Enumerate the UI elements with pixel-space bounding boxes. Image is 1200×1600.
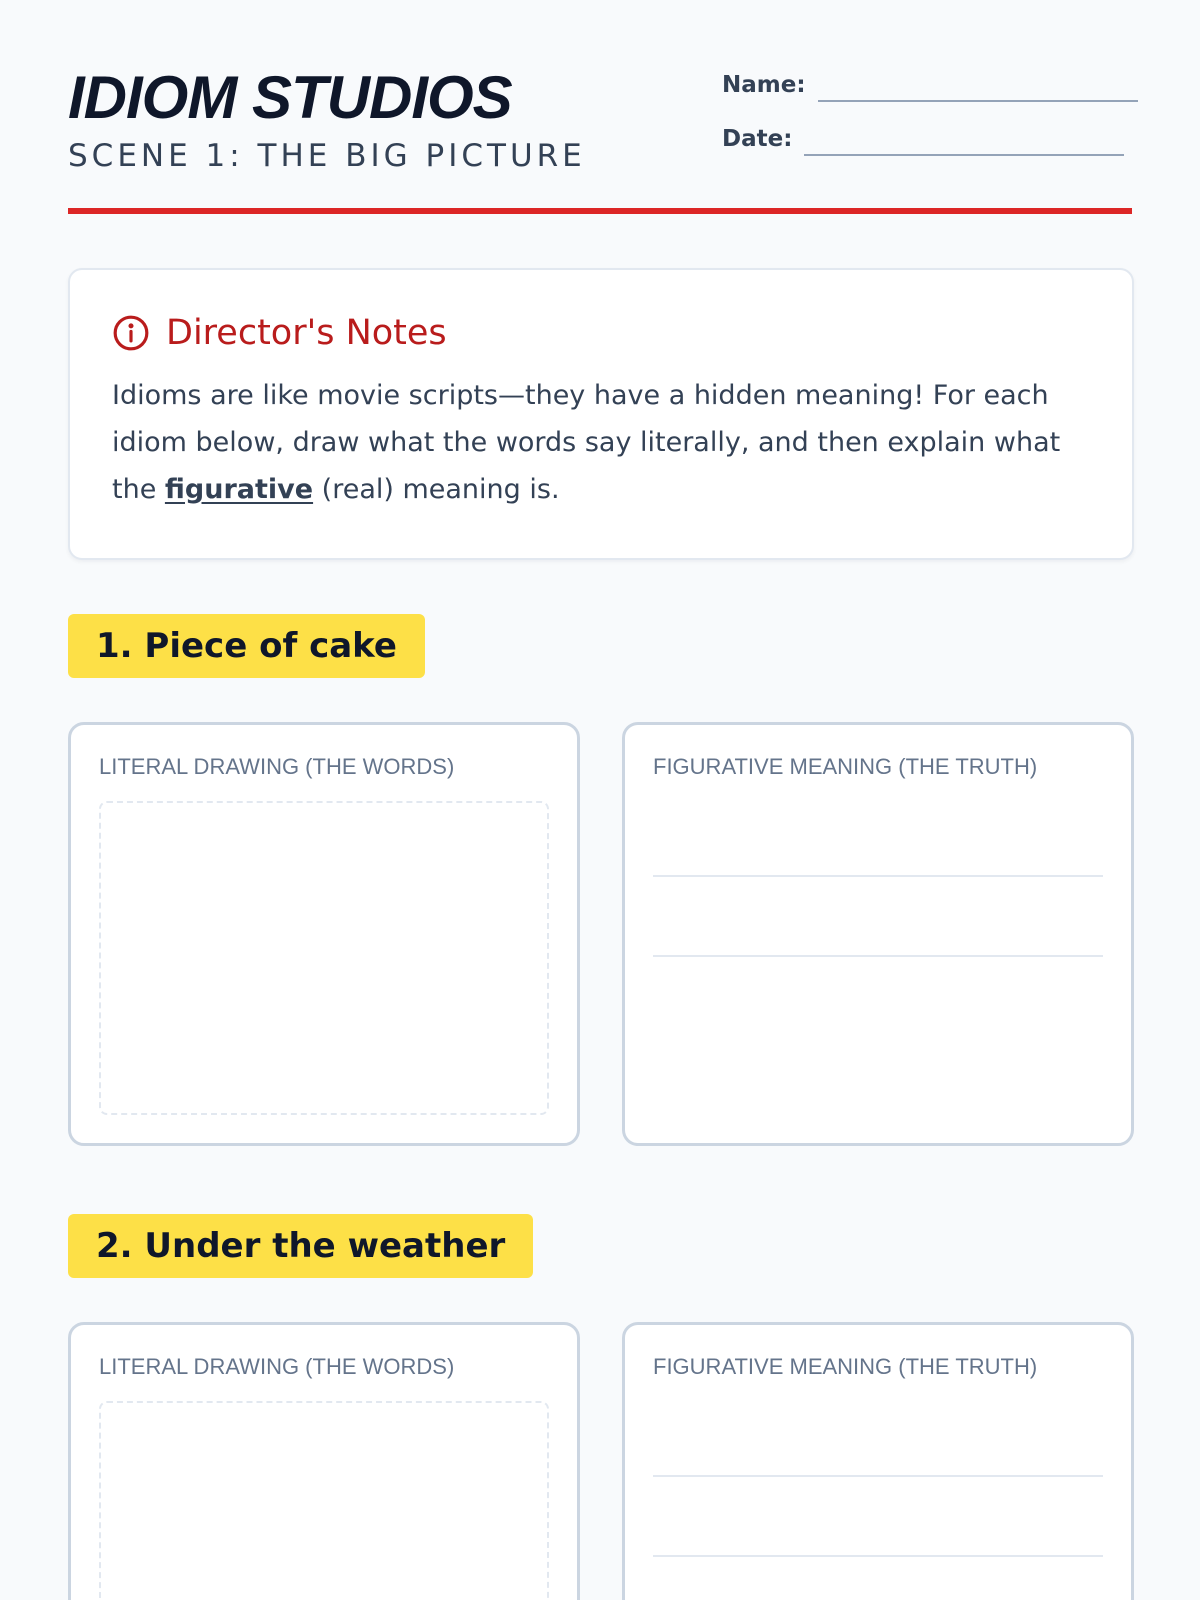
info-circle-icon	[112, 314, 150, 352]
literal-drawing-panel-2	[68, 1322, 580, 1600]
literal-drawing-panel-1	[68, 722, 580, 1146]
name-line[interactable]	[818, 100, 1138, 102]
date-label: Date:	[722, 126, 793, 152]
drawing-area[interactable]	[99, 801, 549, 1115]
idiom-heading-1: 1. Piece of cake	[68, 614, 425, 678]
figurative-meaning-label: FIGURATIVE MEANING (THE TRUTH)	[653, 1354, 1038, 1379]
date-field[interactable]	[722, 124, 1124, 154]
notes-text-start: Idioms are like movie scripts—they have a hidden meaning! For each idiom below, draw what the words say literally, and then explain what the	[112, 380, 1061, 505]
notes-text-end: (real) meaning is.	[313, 474, 560, 505]
name-field[interactable]	[722, 70, 1138, 100]
answer-line[interactable]	[653, 955, 1103, 957]
answer-line[interactable]	[653, 1475, 1103, 1477]
figurative-meaning-panel-2	[622, 1322, 1134, 1600]
page-subtitle: SCENE 1: THE BIG PICTURE	[68, 138, 586, 174]
drawing-area[interactable]	[99, 1401, 549, 1600]
page-title: IDIOM STUDIOS	[68, 64, 512, 131]
directors-notes-heading	[112, 310, 1090, 356]
literal-drawing-label: LITERAL DRAWING (THE WORDS)	[99, 754, 455, 779]
figurative-meaning-panel-1	[622, 722, 1134, 1146]
literal-drawing-label: LITERAL DRAWING (THE WORDS)	[99, 1354, 455, 1379]
figurative-emphasis: figurative	[164, 474, 314, 505]
directors-notes-card	[68, 268, 1134, 560]
date-line[interactable]	[804, 154, 1124, 156]
directors-notes-title: Director's Notes	[166, 313, 447, 353]
name-label: Name:	[722, 72, 806, 98]
worksheet-header	[68, 0, 1132, 214]
figurative-meaning-label: FIGURATIVE MEANING (THE TRUTH)	[653, 754, 1038, 779]
answer-line[interactable]	[653, 1555, 1103, 1557]
answer-line[interactable]	[653, 875, 1103, 877]
idiom-heading-2: 2. Under the weather	[68, 1214, 533, 1278]
directors-notes-text	[112, 372, 1090, 513]
